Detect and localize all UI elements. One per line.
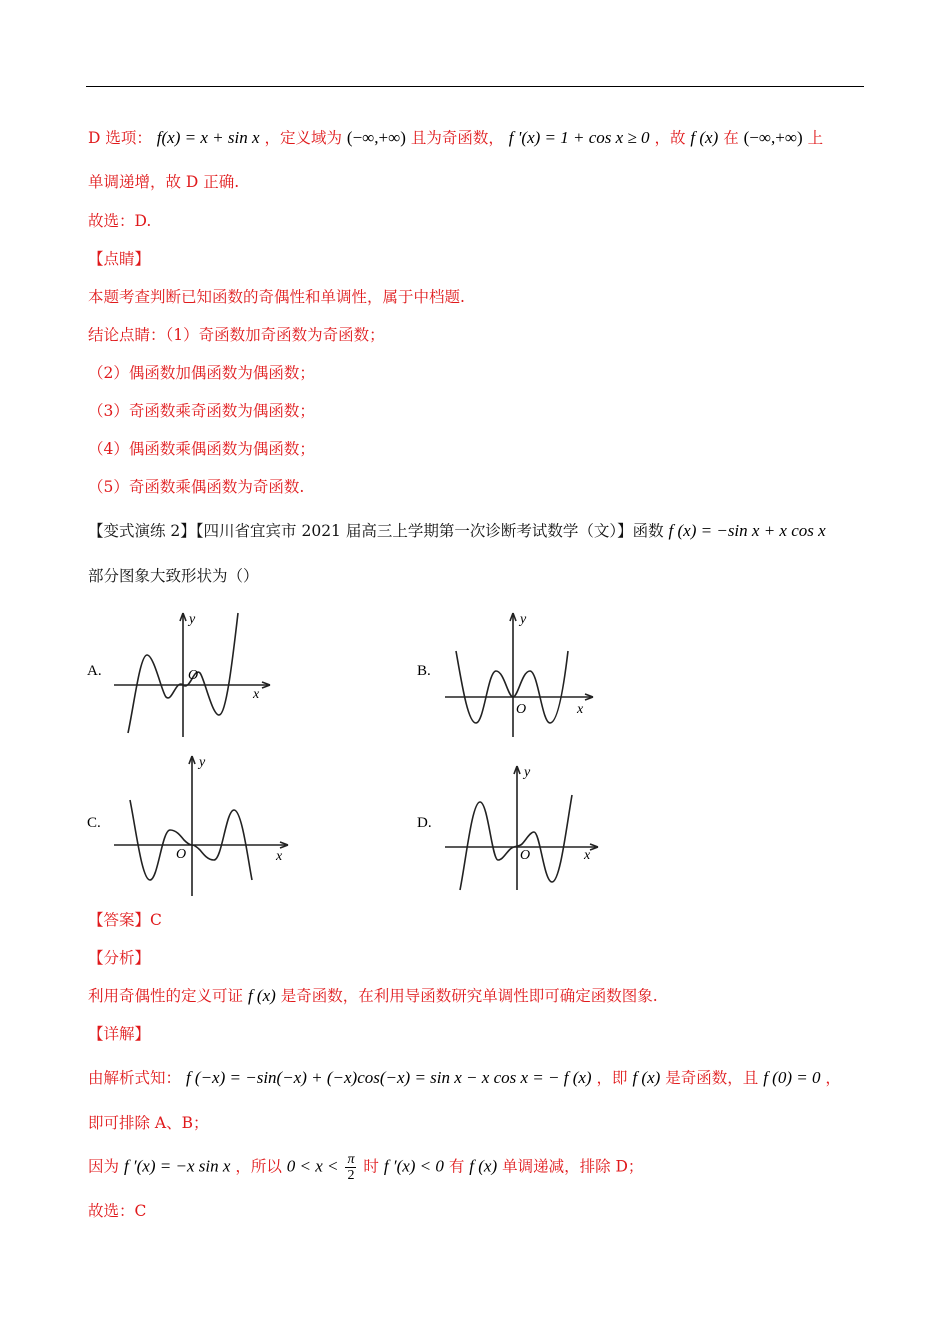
detail3-formula-1: f ′(x) = −x sin x (123, 1156, 231, 1176)
graph-b-origin-label: O (516, 702, 527, 717)
detail1-formula-3: f (0) = 0 (763, 1068, 821, 1087)
graph-b (440, 605, 605, 740)
problem-text: 【变式演练 2】【四川省宜宾市 2021 届高三上学期第一次诊断考试数学（文）】函数 (88, 522, 664, 540)
select-answer-2: 故选：C (88, 1202, 147, 1220)
graph-a-y-label: y (189, 612, 196, 627)
conclusion-5: （5）奇函数乘偶函数为奇函数. (88, 478, 305, 496)
answer: 【答案】C (88, 911, 162, 929)
analysis-part-1: 利用奇偶性的定义可证 (88, 987, 244, 1005)
analysis-header: 【分析】 (88, 949, 151, 967)
graph-c (110, 750, 290, 900)
graph-d-origin-label: O (520, 848, 531, 863)
option-c-label: C. (87, 815, 101, 831)
pi-over-2-fraction (345, 1152, 356, 1183)
conclusion-3: （3）奇函数乘奇函数为偶函数； (88, 402, 315, 420)
detail3-part-4: 有 (448, 1157, 465, 1176)
graph-b-x-label: x (577, 702, 584, 717)
detail1-part-3: 是奇函数，且 (665, 1069, 759, 1087)
graph-a-origin-label: O (188, 668, 199, 683)
problem-formula: f (x) = −sin x + x cos x (668, 521, 826, 540)
graph-c-origin-label: O (176, 847, 187, 862)
detail3-formula-3: f (x) (469, 1156, 498, 1176)
formula-f: f(x) = x + sin x (156, 128, 260, 147)
analysis-part-2: 是奇函数，在利用导函数研究单调性即可确定函数图象. (280, 987, 658, 1005)
option-d-conclusion: 单调递增，故 D 正确. (88, 173, 240, 191)
graph-d (440, 760, 605, 895)
fraction-numerator: π (347, 1152, 355, 1167)
text-odd: 且为奇函数， (410, 129, 504, 147)
option-d-label: D. (417, 815, 432, 831)
detail-line-3 (88, 1152, 643, 1183)
graph-c-y-label: y (199, 755, 206, 770)
detail1-formula-1: f (−x) = −sin(−x) + (−x)cos(−x) = sin x − x cos x = − f (x) (185, 1068, 592, 1087)
conclusion-2: （2）偶函数加偶函数为偶函数； (88, 364, 315, 382)
formula-fx: f (x) (690, 128, 719, 147)
detail3-part-5: 单调递减，排除 D； (502, 1157, 644, 1176)
fraction-denominator: 2 (347, 1168, 355, 1183)
graph-a-x-label: x (253, 687, 260, 702)
analysis-formula: f (x) (247, 986, 276, 1005)
interval-2: (−∞,+∞) (743, 128, 803, 147)
problem-statement (88, 521, 826, 541)
option-a-label: A. (87, 663, 102, 679)
detail3-inequality: 0 < x < (286, 1156, 339, 1176)
detail1-part-1: 由解析式知： (88, 1069, 182, 1087)
option-d-explanation (88, 128, 823, 148)
detail-line-1 (88, 1068, 841, 1088)
conclusion-4: （4）偶函数乘偶函数为偶函数； (88, 440, 315, 458)
detail1-part-2: ，即 (596, 1069, 628, 1087)
detail-header: 【详解】 (88, 1025, 151, 1043)
text-above: 上 (807, 129, 824, 147)
comment-text: 本题考查判断已知函数的奇偶性和单调性，属于中档题. (88, 288, 465, 306)
option-b-label: B. (417, 663, 431, 679)
detail1-part-4: ， (825, 1069, 841, 1087)
problem-question: 部分图象大致形状为（） (88, 567, 259, 585)
detail1-formula-2: f (x) (632, 1068, 661, 1087)
detail3-part-1: 因为 (88, 1157, 120, 1176)
detail3-part-2: ，所以 (235, 1157, 282, 1176)
analysis-text (88, 986, 658, 1006)
header-rule (86, 86, 864, 87)
graph-b-y-label: y (520, 612, 527, 627)
comment-header: 【点睛】 (88, 250, 151, 268)
graph-c-x-label: x (276, 849, 283, 864)
text-domain: ，定义域为 (264, 129, 342, 147)
text-hence: ，故 (654, 129, 686, 147)
interval: (−∞,+∞) (346, 128, 406, 147)
graph-a (110, 605, 280, 740)
conclusion-1: 结论点睛：（1）奇函数加奇函数为奇函数； (88, 326, 385, 344)
option-d-prefix: D 选项： (88, 129, 152, 147)
detail3-formula-2: f ′(x) < 0 (383, 1156, 444, 1176)
detail-line-2: 即可排除 A、B； (88, 1114, 209, 1132)
graph-d-x-label: x (584, 848, 591, 863)
select-answer-1: 故选：D. (88, 212, 152, 230)
text-on: 在 (723, 129, 739, 147)
formula-derivative: f '(x) = 1 + cos x ≥ 0 (508, 128, 650, 147)
detail3-part-3: 时 (363, 1157, 379, 1176)
graph-d-y-label: y (524, 765, 531, 780)
